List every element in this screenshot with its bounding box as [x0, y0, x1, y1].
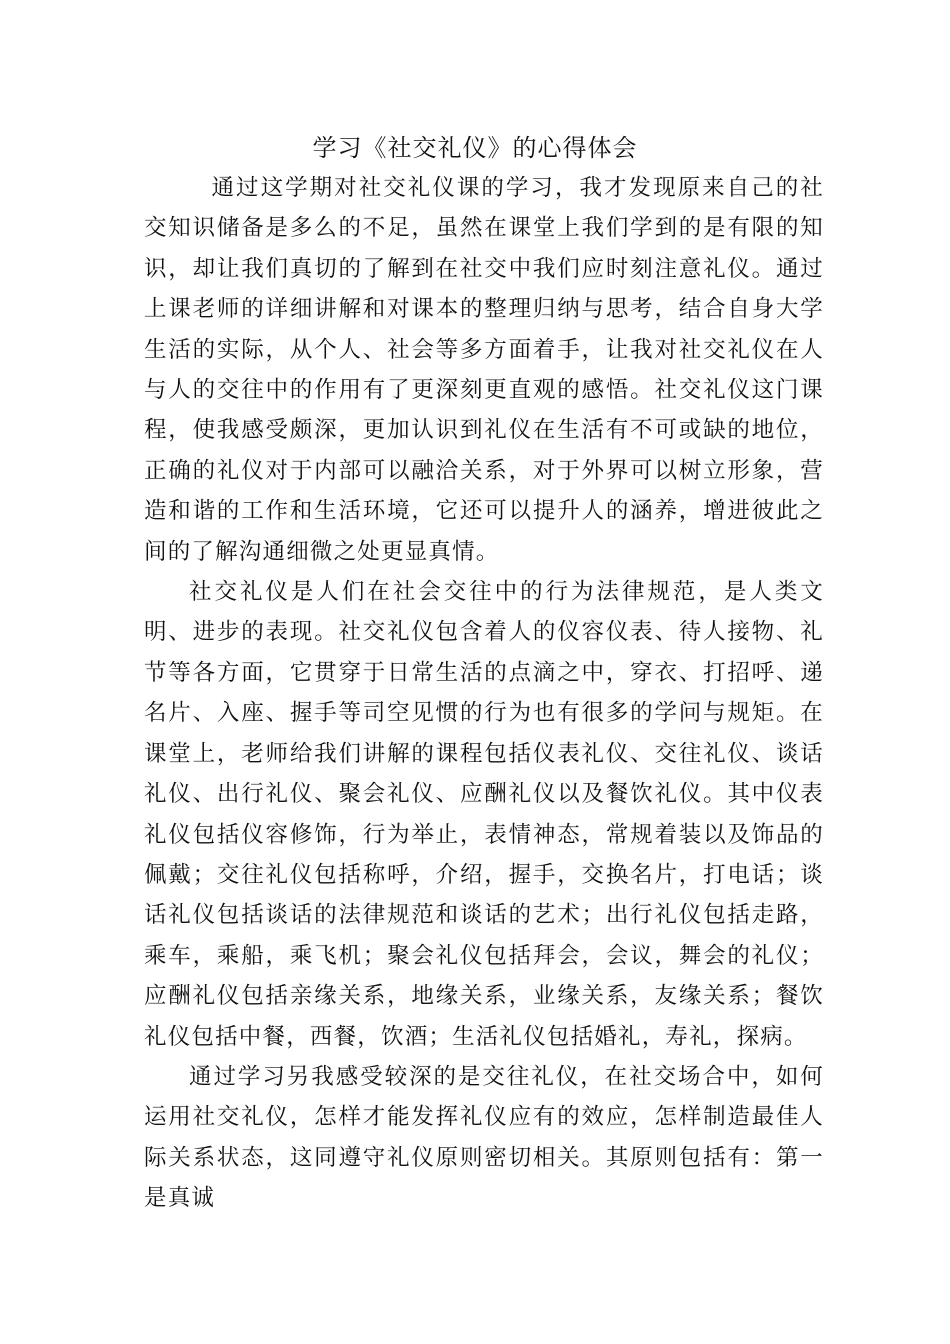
- paragraph-2: 社交礼仪是人们在社会交往中的行为法律规范，是人类文明、进步的表现。社交礼仪包含着人的仪容仪表、待人接物、礼节等各方面，它贯穿于日常生活的点滴之中，穿衣、打招呼、递名片、入座、握手等司空见惯的行为也有很多的学问与规矩。在课堂上，老师给我们讲解的课程包括仪表礼仪、交往礼仪、谈话礼仪、出行礼仪、聚会礼仪、应酬礼仪以及餐饮礼仪。其中仪表礼仪包括仪容修饰，行为举止，表情神态，常规着装以及饰品的佩戴；交往礼仪包括称呼，介绍，握手，交换名片，打电话；谈话礼仪包括谈话的法律规范和谈话的艺术；出行礼仪包括走路，乘车，乘船，乘飞机；聚会礼仪包括拜会，会议，舞会的礼仪；应酬礼仪包括亲缘关系，地缘关系，业缘关系，友缘关系；餐饮礼仪包括中餐，西餐，饮酒；生活礼仪包括婚礼，寿礼，探病。: [144, 579, 824, 1050]
- document-body: [144, 168, 824, 1219]
- page-title: 学习《社交礼仪》的心得体会: [312, 134, 638, 162]
- paragraph-1: 通过这学期对社交礼仪课的学习，我才发现原来自己的社交知识储备是多么的不足，虽然在课堂上我们学到的是有限的知识，却让我们真切的了解到在社交中我们应时刻注意礼仪。通过上课老师的详细讲解和对课本的整理归纳与思考，结合自身大学生活的实际，从个人、社会等多方面着手，让我对社交礼仪在人与人的交往中的作用有了更深刻更直观的感悟。社交礼仪这门课程，使我感受颇深，更加认识到礼仪在生活有不可或缺的地位，正确的礼仪对于内部可以融洽关系，对于外界可以树立形象，营造和谐的工作和生活环境，它还可以提升人的涵养，增进彼此之间的了解沟通细微之处更显真情。: [144, 175, 824, 565]
- paragraph-3: 通过学习另我感受较深的是交往礼仪，在社交场合中，如何运用社交礼仪，怎样才能发挥礼仪应有的效应，怎样制造最佳人际关系状态，这同遵守礼仪原则密切相关。其原则包括有：第一是真诚: [144, 1063, 824, 1212]
